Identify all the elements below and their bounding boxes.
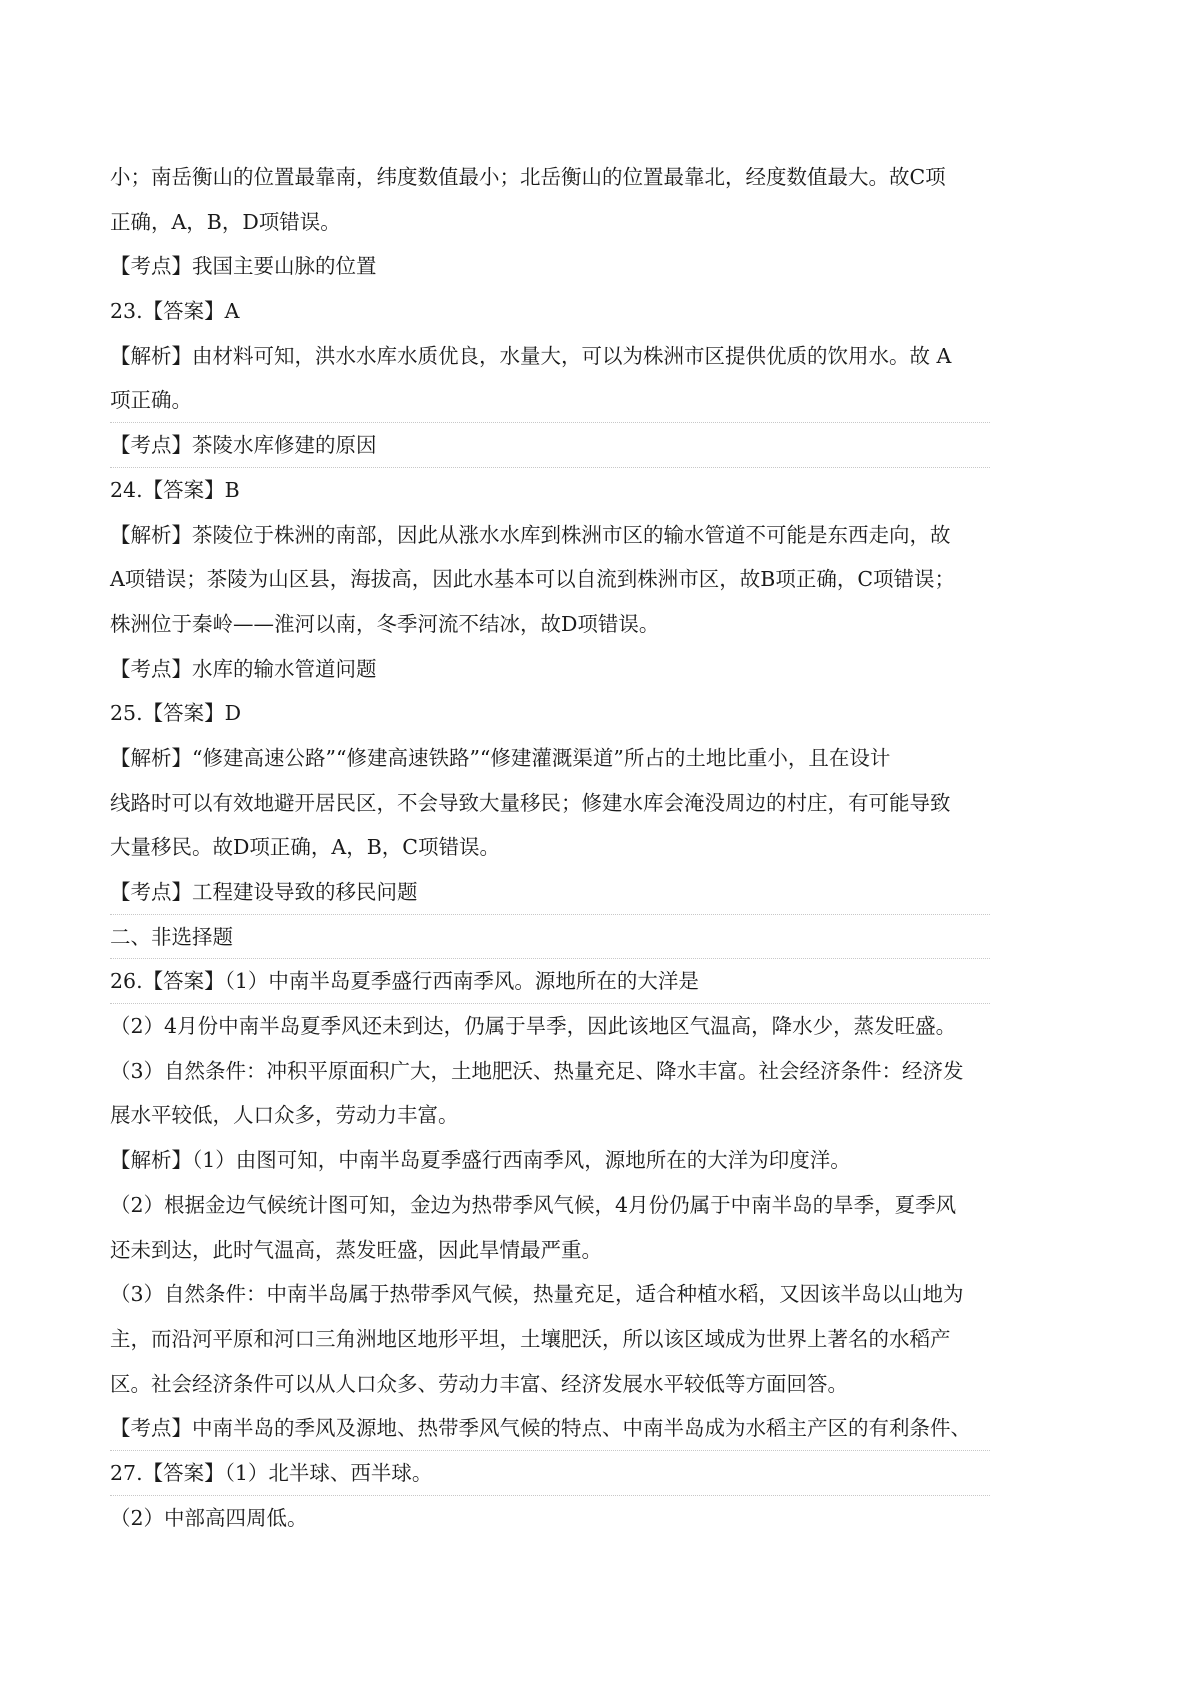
answer-26-part-3-line-1: （3）自然条件：冲积平原面积广大，土地肥沃、热量充足、降水丰富。社会经济条件：经济发 (110, 1058, 964, 1083)
analysis-24-line-3: 株洲位于秦岭——淮河以南，冬季河流不结冰，故D项错误。 (110, 611, 660, 636)
analysis-25-line-2: 线路时可以有效地避开居民区，不会导致大量移民；修建水库会淹没周边的村庄，有可能导致 (110, 790, 951, 815)
kaodian-25: 【考点】工程建设导致的移民问题 (110, 870, 990, 915)
answer-23: 23.【答案】A (110, 299, 240, 324)
answer-26-part-1: 26.【答案】（1）中南半岛夏季盛行西南季风。源地所在的大洋是 (110, 959, 990, 1004)
kaodian-24: 【考点】水库的输水管道问题 (110, 656, 377, 681)
analysis-26-part-2-line-2: 还未到达，此时气温高，蒸发旺盛，因此旱情最严重。 (110, 1237, 602, 1262)
text-line-2: 正确，A，B，D项错误。 (110, 209, 341, 234)
section-heading-non-choice: 二、非选择题 (110, 915, 990, 960)
answer-27-part-2: （2）中部高四周低。 (110, 1505, 308, 1530)
kaodian-26: 【考点】中南半岛的季风及源地、热带季风气候的特点、中南半岛成为水稻主产区的有利条件、 (110, 1406, 990, 1451)
document-page (110, 155, 990, 1540)
answer-27-part-1: 27.【答案】（1）北半球、西半球。 (110, 1451, 990, 1496)
answer-26-part-3-line-2: 展水平较低，人口众多，劳动力丰富。 (110, 1103, 459, 1128)
kaodian-23: 【考点】茶陵水库修建的原因 (110, 423, 990, 468)
analysis-23-line-2: 项正确。 (110, 378, 990, 423)
analysis-26-part-1: 【解析】（1）由图可知，中南半岛夏季盛行西南季风，源地所在的大洋为印度洋。 (110, 1148, 851, 1173)
analysis-26-part-2-line-1: （2）根据金边气候统计图可知，金边为热带季风气候，4月份仍属于中南半岛的旱季，夏季风 (110, 1192, 957, 1217)
analysis-26-part-3-line-2: 主，而沿河平原和河口三角洲地区地形平坦，土壤肥沃，所以该区域成为世界上著名的水稻产 (110, 1326, 951, 1351)
answer-25: 25.【答案】D (110, 701, 242, 726)
analysis-23-line-1: 【解析】由材料可知，洪水水库水质优良，水量大，可以为株洲市区提供优质的饮用水。故 A (110, 343, 952, 368)
analysis-25-line-1: 【解析】“修建高速公路”“修建高速铁路”“修建灌溉渠道”所占的土地比重小，且在设计 (110, 745, 891, 770)
analysis-24-line-1: 【解析】茶陵位于株洲的南部，因此从涨水水库到株洲市区的输水管道不可能是东西走向，故 (110, 522, 951, 547)
analysis-25-line-3: 大量移民。故D项正确，A，B，C项错误。 (110, 835, 500, 860)
analysis-26-part-3-line-3: 区。社会经济条件可以从人口众多、劳动力丰富、经济发展水平较低等方面回答。 (110, 1371, 848, 1396)
analysis-24-line-2: A项错误；茶陵为山区县，海拔高，因此水基本可以自流到株洲市区，故B项正确，C项错误； (110, 567, 956, 592)
kaodian-22: 【考点】我国主要山脉的位置 (110, 254, 377, 279)
text-line-1: 小；南岳衡山的位置最靠南，纬度数值最小；北岳衡山的位置最靠北，经度数值最大。故C项 (110, 165, 946, 189)
answer-26-part-2: （2）4月份中南半岛夏季风还未到达，仍属于旱季，因此该地区气温高，降水少，蒸发旺盛。 (110, 1014, 957, 1039)
answer-24: 24.【答案】B (110, 477, 240, 502)
analysis-26-part-3-line-1: （3）自然条件：中南半岛属于热带季风气候，热量充足，适合种植水稻，又因该半岛以山地为 (110, 1282, 964, 1307)
